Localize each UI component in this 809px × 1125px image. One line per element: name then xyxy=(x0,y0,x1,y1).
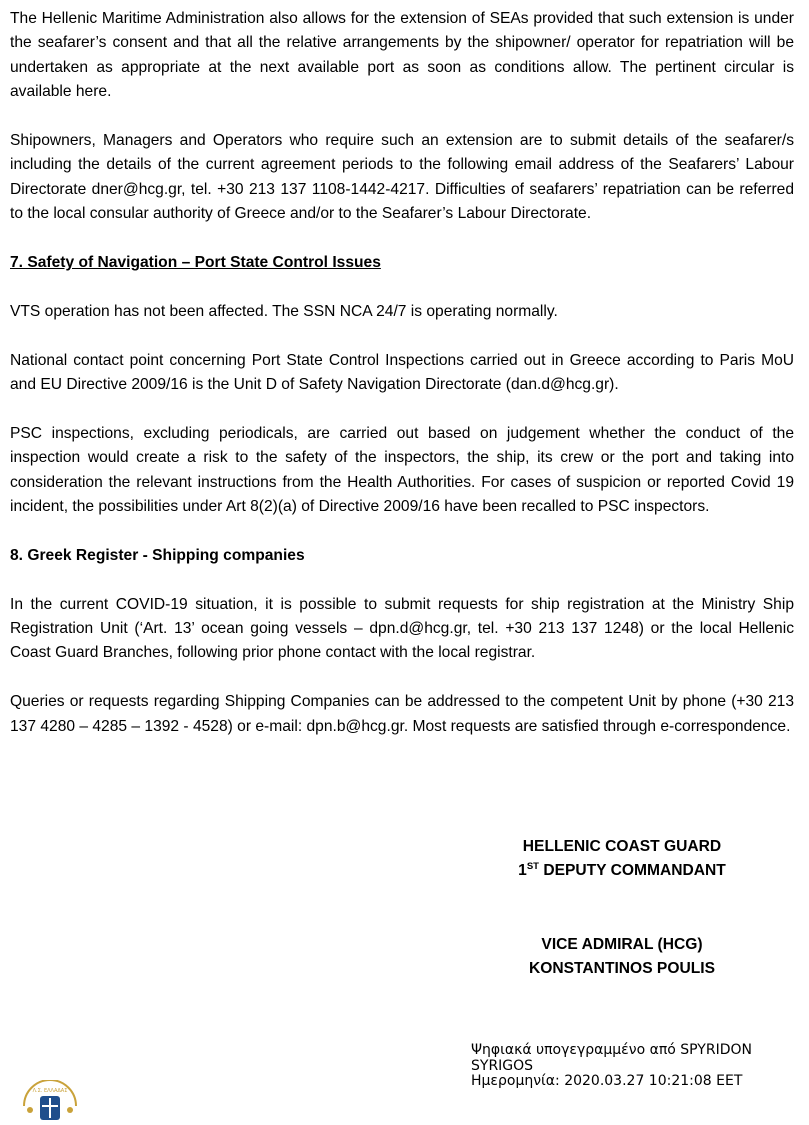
digital-signature-signer: Ψηφιακά υπογεγραμμένο από SPYRIDON xyxy=(471,1042,752,1058)
paragraph-ship-registration: In the current COVID-19 situation, it is possible to submit requests for ship registration at the Ministry Ship Registration Unit (‘Art. 13’ ocean going vessels – dpn.d@hcg.gr, tel. +30 213 137 1248) or the local Hellenic Coast Guard Branches, following prior phone contact with the local registrar. xyxy=(10,595,794,662)
digital-signature-signer-surname: SYRIGOS xyxy=(471,1057,534,1074)
signature-org: HELLENIC COAST GUARD xyxy=(522,838,722,855)
signature-title: VICE ADMIRAL (HCG) xyxy=(541,936,703,953)
paragraph-psc-inspections: PSC inspections, excluding periodicals, are carried out based on judgement whether the conduct of the inspection would create a risk to the safety of the inspectors, the ship, its crew or the port and taking into consideration the relevant instructions from the Health Authorities. For cases of suspicion or reported Covid 19 incident, the possibilities under Art 8(2)(a) of Directive 2009/16 have been recalled to PSC inspectors. xyxy=(10,424,794,516)
paragraph-sea-extension: The Hellenic Maritime Administration also allows for the extension of SEAs provided that such extension is under the seafarer’s consent and that all the relative arrangements by the shipowner/ operator for repatriation will be undertaken as appropriate at the next available port as soon as conditions allow. The pertinent circular is available here. xyxy=(10,10,794,101)
signature-name: KONSTANTINOS POULIS xyxy=(529,960,715,977)
paragraph-extension-request: Shipowners, Managers and Operators who require such an extension are to submit details of the seafarer/s including the details of the current agreement periods to the following email address of the Seafarers’ Labour Directorate dner@hcg.gr, tel. +30 213 137 1108-1442-4217. Difficulties of seafarers’ repatriation can be referred to the local consular authority of Greece and/or to the Seafarer’s Labour Directorate. xyxy=(10,132,794,223)
document-body xyxy=(10,7,794,763)
digital-signature-date: Ημερομηνία: 2020.03.27 10:21:08 EET xyxy=(471,1073,743,1089)
digital-signature xyxy=(471,1043,801,1090)
section-7-heading: 7. Safety of Navigation – Port State Control Issues xyxy=(10,254,381,272)
rank-suffix: ST xyxy=(526,860,539,872)
coast-guard-seal-icon xyxy=(18,1080,82,1125)
section-8-heading: 8. Greek Register - Shipping companies xyxy=(10,546,305,564)
paragraph-psc-contact: National contact point concerning Port State Control Inspections carried out in Greece according to Paris MoU and EU Directive 2009/16 is the Unit D of Safety Navigation Directorate (dan.d@hcg.gr). xyxy=(10,351,794,394)
paragraph-vts: VTS operation has not been affected. The SSN NCA 24/7 is operating normally. xyxy=(10,302,558,320)
paragraph-shipping-companies: Queries or requests regarding Shipping Companies can be addressed to the competent Unit by phone (+30 213 137 4280 – 4285 – 1392 - 4528) or e-mail: dpn.b@hcg.gr. Most requests are satisfied through e-correspondence. xyxy=(10,693,794,735)
svg-text:Λ.Σ. ΕΛΛΑΔΑΣ: Λ.Σ. ΕΛΛΑΔΑΣ xyxy=(32,1088,68,1094)
signature-rank xyxy=(470,859,774,883)
rank-number: 1 xyxy=(518,862,527,879)
rank-title: DEPUTY COMMANDANT xyxy=(538,862,726,879)
